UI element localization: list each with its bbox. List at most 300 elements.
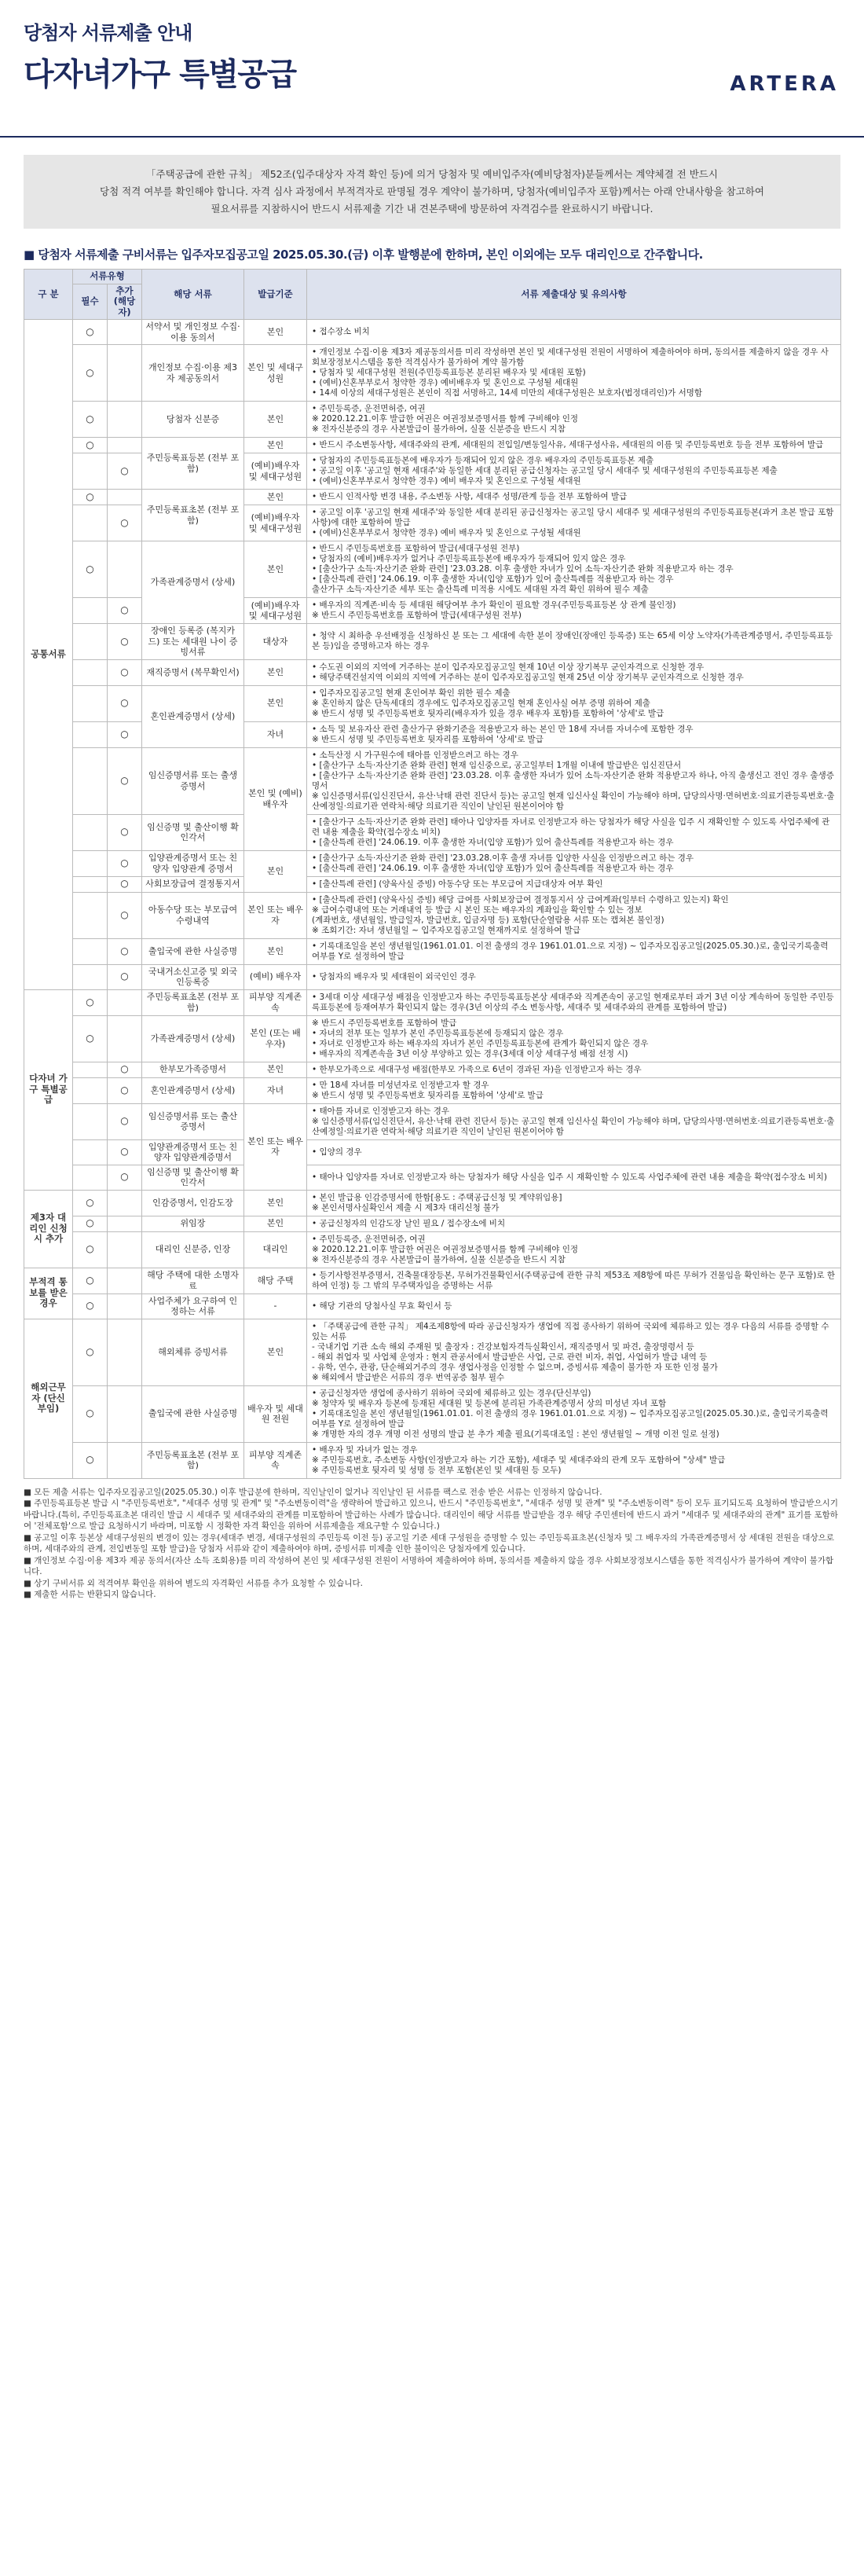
detail-line: • (예비)신혼부부로서 청약한 경우) 예비배우자 및 혼인으로 구성될 세대원	[312, 378, 579, 387]
detail-line: • 공급신청자의 인감도장 날인 필요 / 접수장소에 비치	[312, 1218, 506, 1228]
issuer-cell: 해당 주택	[244, 1268, 307, 1294]
detail-line: • (예비)신혼부부로서 청약한 경우) 예비 배우자 및 혼인으로 구성될 세대원	[312, 476, 581, 486]
detail-line: • 반드시 주민등록번호를 포함하여 발급(세대구성원 전부)	[312, 544, 520, 553]
header-additional: 추가 (해당자)	[108, 284, 142, 320]
detail-line: • (예비)신혼부부로서 청약한 경우) 예비 배우자 및 혼인으로 구성될 세대원	[312, 528, 581, 538]
additional-mark: ○	[108, 814, 142, 850]
document-name: 가족관계증명서 (상세)	[142, 541, 244, 624]
detail-line: • [출산가구 소득·자산기준 완화 관련] 현재 임신중으로, 공고일부터 1개월 이내에 발급받은 임신진단서	[312, 760, 682, 770]
issuer-cell: 본인	[244, 685, 307, 721]
detail-line: • 반드시 인적사항 변경 내용, 주소변동 사항, 세대주 성명/관계 등을 전부 포함하여 발급	[312, 492, 628, 501]
table-row	[24, 1077, 841, 1103]
additional-mark	[108, 989, 142, 1015]
issuer-cell: 본인	[244, 1216, 307, 1231]
document-name: 임신증명 및 출산이행 확인각서	[142, 814, 244, 850]
category-cell: 해외근무자 (단신부임)	[24, 1319, 73, 1478]
detail-cell	[307, 1442, 841, 1478]
detail-cell	[307, 1103, 841, 1139]
required-mark	[73, 1077, 108, 1103]
required-mark	[73, 598, 108, 624]
detail-cell	[307, 624, 841, 660]
detail-line: ※ 2020.12.21.이후 발급한 여권은 여권정보증명서를 함께 구비해야 인정	[312, 414, 579, 424]
required-mark	[73, 850, 108, 876]
detail-line: • 입양의 경우	[312, 1147, 362, 1157]
footnote: ■ 공고일 이후 등본상 세대구성원의 변경이 있는 경우(세대주 변경, 세대구성원의 주민등록 이전 등) 공고일 기준 세대 구성원을 증명할 수 있는 주민등록표초본(신청자 및 그 배우자의 가족관계증명서 상 세대원 전원을 대상으로 하며, 세대주와의 관계, 전입변동일 포함 발급)을 당첨자 서류와 같이 제출하여야 하며, 증빙서류 미제출 인한 불이익은 당첨자에게 있습니다.	[24, 1532, 834, 1554]
detail-cell	[307, 685, 841, 721]
document-name: 장애인 등록증 (복지카드) 또는 세대원 나이 증빙서류	[142, 624, 244, 660]
header-document: 해당 서류	[142, 270, 244, 320]
detail-line: • [출산특례 관련] (양육사실 증빙) 아동수당 또는 부모급여 지급대상자 여부 확인	[312, 879, 603, 889]
document-name: 당첨자 신분증	[142, 402, 244, 438]
header-doc-type: 서류유형	[73, 270, 142, 284]
issuer-cell: 본인	[244, 659, 307, 685]
detail-line: • 입주자모집공고일 현재 혼인여부 확인 위한 필수 제출	[312, 688, 511, 698]
required-mark: ○	[73, 1231, 108, 1268]
detail-cell	[307, 438, 841, 453]
detail-cell	[307, 320, 841, 345]
document-name: 인감증명서, 인감도장	[142, 1190, 244, 1216]
detail-cell	[307, 964, 841, 989]
detail-cell	[307, 1216, 841, 1231]
detail-line: ※ 반드시 성명 및 주민등록번호 뒷자리를 포함하여 '상세'로 발급	[312, 734, 544, 744]
issuer-cell: 본인	[244, 1319, 307, 1385]
detail-cell	[307, 1231, 841, 1268]
detail-line: • 기록대조일을 본인 생년월일(1961.01.01. 이전 출생의 경우 1961.01.01.으로 지정) ~ 입주자모집공고일(2025.05.30.)로, 출입국기록출력 여부를 Y로 설정하여 발급	[312, 1408, 829, 1429]
issuer-cell: (예비)배우자 및 세대구성원	[244, 505, 307, 541]
required-mark: ○	[73, 438, 108, 453]
detail-line: • 배우자의 직계존·비속 등 세대원 해당여부 추가 확인이 필요할 경우(주민등록표등본 상 관계 불인정)	[312, 600, 676, 610]
issuer-cell: 본인	[244, 1062, 307, 1077]
additional-mark	[108, 1385, 142, 1442]
detail-line: • 접수장소 비치	[312, 327, 370, 336]
required-mark: ○	[73, 989, 108, 1015]
table-row	[24, 1216, 841, 1231]
document-name: 임신증명 및 출산이행 확인각서	[142, 1165, 244, 1190]
table-row	[24, 402, 841, 438]
document-name: 주민등록표초본 (전부 포함)	[142, 490, 244, 541]
issuer-cell: 자녀	[244, 1077, 307, 1103]
brand-logo: ARTERA	[730, 72, 839, 96]
page-header	[0, 0, 864, 138]
detail-line: • 수도권 이외의 지역에 거주하는 분이 입주자모집공고일 현재 10년 이상 장기복무 군인자격으로 신청한 경우	[312, 662, 705, 672]
table-row	[24, 438, 841, 453]
additional-mark: ○	[108, 624, 142, 660]
detail-line: • 공급신청자만 생업에 종사하기 위하여 국외에 체류하고 있는 경우(단신부임)	[312, 1388, 591, 1398]
detail-cell	[307, 892, 841, 938]
detail-cell	[307, 814, 841, 850]
table-row	[24, 1385, 841, 1442]
table-row	[24, 320, 841, 345]
detail-line: ※ 해외에서 발급받은 서류의 경우 번역공증 첨부 필수	[312, 1372, 505, 1382]
detail-line: • 공고일 이후 '공고일 현재 세대주'와 동일한 세대 분리된 공급신청자는 공고일 당시 세대주 및 세대구성원의 주민등록표등본(과거 초본 발급 포함사항)에 대한 포함하여 발급	[312, 508, 834, 527]
category-cell: 제3자 대리인 신청 시 추가	[24, 1190, 73, 1268]
required-mark: ○	[73, 1268, 108, 1294]
header-required: 필수	[73, 284, 108, 320]
detail-line: • [출산가구 소득·자산기준 완화 관련] '23.03.28. 이후 출생한 자녀가 있어 소득·자산기준 완화 적용받고자 하나, 아직 출생신고 전인 경우 출생증명서	[312, 770, 834, 791]
additional-mark: ○	[108, 964, 142, 989]
required-mark: ○	[73, 1319, 108, 1385]
required-mark: ○	[73, 1442, 108, 1478]
detail-line: • [출산가구 소득·자산기준 완화 관련] 태아나 입양자를 자녀로 인정받고자 하는 당첨자가 해당 사실을 입주 시 재확인할 수 있도록 사업주체에 관련 내용 제출을 확약(접수장소 비치)	[312, 816, 830, 837]
detail-line: • 자녀로 인정받고자 하는 배우자의 자녀가 본인 주민등록표등본에 관계가 확인되지 않은 경우	[312, 1038, 649, 1048]
required-mark	[73, 1103, 108, 1139]
footnote: ■ 주민등록표등본 발급 시 "주민등록번호", "세대주 성명 및 관계" 및 "주소변동이력"을 생략하여 발급하고 있으니, 반드시 "주민등록번호", "세대주 성명 및 관계" 및 "주소변동이력" 등이 모두 표기되도록 요청하여 발급받으시기 바랍니다.(특히, 주민등록표초본 대리인 발급 시 세대주 및 세대주와의 관계를 미포함하여 발급하는 사례가 많습니다. 대리인이 해당 서류를 발급받을 경우 해당 주민센터에 반드시 과거 "세대주 및 세대주와의 관계" 표기를 포함하여 '전체포함'으로 발급 요청하시기 바라며, 미포함 시 정확한 자격 확인을 위하여 서류제출을 재요구할 수 있습니다.)	[24, 1499, 838, 1531]
document-name: 사회보장급여 결정통지서	[142, 876, 244, 892]
issuer-cell: 대상자	[244, 624, 307, 660]
detail-line: • 14세 이상의 세대구성원은 본인이 직접 서명하고, 14세 미만의 세대구성원은 보호자(법정대리인)가 서명함	[312, 388, 703, 398]
page-subtitle: 당첨자 서류제출 안내	[24, 22, 192, 44]
required-mark: ○	[73, 490, 108, 505]
required-mark	[73, 453, 108, 490]
additional-mark	[108, 402, 142, 438]
footnote: ■ 모든 제출 서류는 입주자모집공고일(2025.05.30.) 이후 발급분에 한하며, 직인날인이 없거나 직인날인 된 서류를 팩스로 전송 받은 서류는 인정하지 않습니다.	[24, 1487, 602, 1497]
issuer-cell: 본인 또는 배우자	[244, 892, 307, 938]
detail-line: ※ 반드시 주민등록번호를 포함하여 발급(세대구성원 전부)	[312, 611, 522, 620]
notice-line: 「주택공급에 관한 규칙」 제52조(입주대상자 자격 확인 등)에 의거 당첨자 및 예비입주자(예비당첨자)분들께서는 계약체결 전 반드시	[146, 168, 718, 180]
detail-line: • 태아를 자녀로 인정받고자 하는 경우	[312, 1106, 450, 1116]
detail-line: • 배우자 및 자녀가 없는 경우	[312, 1444, 418, 1455]
additional-mark: ○	[108, 1139, 142, 1165]
issuer-cell: 본인 및 세대구성원	[244, 345, 307, 402]
detail-line: • 소득산정 시 가구원수에 태아를 인정받으려고 하는 경우	[312, 750, 518, 760]
required-mark: ○	[73, 1294, 108, 1319]
detail-line: ※ 주민등록번호, 주소변동 사항(인정받고자 하는 기간 포함), 세대주 및 세대주와의 관계 모두 포함하여 "상세" 발급	[312, 1455, 726, 1465]
detail-line: • [출산특례 관련] '24.06.19. 이후 출생한 자녀(입양 포함)가 있어 출산특례를 적용받고자 하는 경우	[312, 837, 674, 847]
required-mark	[73, 1139, 108, 1165]
detail-line: ※ 청약자 및 배우자 등본에 등재된 세대원 및 등본에 분리된 가족관계증명서 상의 미성년 자녀 포함	[312, 1398, 667, 1408]
detail-cell	[307, 747, 841, 814]
required-mark	[73, 1165, 108, 1190]
document-name: 재직증명서 (복무확인서)	[142, 659, 244, 685]
detail-line: ※ 혼인하지 않은 단독세대의 경우에도 입주자모집공고일 현재 혼인사실 여부 증명 위하여 제출	[312, 698, 650, 708]
category-cell: 다자녀 가구 특별공급	[24, 989, 73, 1190]
required-mark	[73, 721, 108, 747]
table-row	[24, 1103, 841, 1139]
detail-cell	[307, 938, 841, 964]
detail-line: ※ 조회기간: 자녀 생년월일 ~ 입주자모집공고일 현재까지로 설정하여 발급	[312, 925, 580, 935]
required-mark	[73, 685, 108, 721]
detail-line: • 자녀의 전부 또는 일부가 본인 주민등록표등본에 등재되지 않은 경우	[312, 1028, 564, 1038]
table-row	[24, 1442, 841, 1478]
footnote: ■ 제출한 서류는 반환되지 않습니다.	[24, 1590, 156, 1599]
detail-line: ※ 반드시 성명 및 주민등록번호 뒷자리를 포함하여 '상세'로 발급	[312, 1090, 544, 1100]
required-mark	[73, 938, 108, 964]
additional-mark	[108, 1216, 142, 1231]
document-name: 아동수당 또는 부모급여 수령내역	[142, 892, 244, 938]
header-group: 구 분	[24, 270, 73, 320]
additional-mark: ○	[108, 598, 142, 624]
issuer-cell: 본인	[244, 541, 307, 598]
detail-line: ※ 임신증명서류(임신진단서, 유산·낙태 관련 진단서 등)는 공고일 현재 임신사실 확인이 가능해야 하며, 담당의사명·면허번호·의료기관등록번호·출산예정일·의료기관 연락처·해당 의료기관 직인이 날인된 원본이어야 함	[312, 791, 835, 811]
detail-line: ※ 2020.12.21.이후 발급한 여권은 여권정보증명서를 함께 구비해야 인정	[312, 1244, 579, 1254]
table-row	[24, 1015, 841, 1062]
required-mark: ○	[73, 1216, 108, 1231]
detail-line: ※ 전자신분증의 경우 사본발급이 불가하여, 실물 신분증을 반드시 지참	[312, 1254, 566, 1264]
issuer-cell: 본인	[244, 490, 307, 505]
footnote: ■ 상기 구비서류 외 적격여부 확인을 위하여 별도의 자격확인 서류를 추가 요청할 수 있습니다.	[24, 1578, 363, 1588]
detail-cell	[307, 453, 841, 490]
notice-box	[24, 155, 840, 229]
detail-line: • 만 18세 자녀를 미성년자로 인정받고자 할 경우	[312, 1080, 489, 1090]
detail-line: • 기록대조일을 본인 생년월일(1961.01.01. 이전 출생의 경우 1961.01.01.으로 지정) ~ 입주자모집공고일(2025.05.30.)로, 출입국기록출력 여부를 Y로 설정하여 발급	[312, 941, 829, 961]
additional-mark: ○	[108, 850, 142, 876]
required-mark: ○	[73, 1015, 108, 1062]
detail-line: ※ 주민등록번호 뒷자리 및 성명 등 전부 포함(본인 및 세대원 등 모두)	[312, 1465, 562, 1475]
additional-mark: ○	[108, 721, 142, 747]
issuer-cell: 본인	[244, 1190, 307, 1216]
required-mark: ○	[73, 320, 108, 345]
issuer-cell: (예비) 배우자	[244, 964, 307, 989]
table-row	[24, 747, 841, 814]
detail-cell	[307, 1190, 841, 1216]
detail-line: • 등기사항전부증명서, 건축물대장등본, 무허가건물확인서(주택공급에 관한 규칙 제53조 제8항에 따른 무허가 건물임을 확인하는 문구 포함)로 한하여 인정) 등 그 밖의 무주택자임을 증명하는 서류	[312, 1270, 835, 1290]
document-name: 출입국에 관한 사실증명	[142, 1385, 244, 1442]
required-mark	[73, 505, 108, 541]
document-name: 가족관계증명서 (상세)	[142, 1015, 244, 1062]
required-mark: ○	[73, 541, 108, 598]
detail-line: • [출산가구 소득·자산기준 완화 관련] '23.03.28. 이후 출생한 자녀가 있어 소득·자산기준 완화 적용받고자 하는 경우	[312, 564, 734, 574]
required-mark	[73, 1062, 108, 1077]
table-row	[24, 659, 841, 685]
notice-line: 당첨 적격 여부를 확인해야 합니다. 자격 심사 과정에서 부적격자로 판명될 경우 계약이 불가하며, 당첨자(예비입주자 포함)께서는 아래 안내사항을 참고하여	[100, 185, 764, 197]
table-row	[24, 345, 841, 402]
issuer-cell: 본인 및 (예비)배우자	[244, 747, 307, 850]
table-row	[24, 1165, 841, 1190]
table-row	[24, 938, 841, 964]
detail-line: - 국내기업 기관 소속 해외 주재원 및 출장자 : 건강보험자격득실확인서, 재직증명서 및 파견, 출장명령서 등	[312, 1341, 694, 1352]
detail-line: • 반드시 주소변동사항, 세대주와의 관계, 세대원의 전입일/변동일사유, 세대구성사유, 세대원의 이름 및 주민등록번호 등을 전부 포함하여 발급	[312, 440, 824, 450]
additional-mark: ○	[108, 938, 142, 964]
required-mark	[73, 659, 108, 685]
issuer-cell: 본인 (또는 배우자)	[244, 1015, 307, 1062]
additional-mark: ○	[108, 892, 142, 938]
detail-line: • 태아나 입양자를 자녀로 인정받고자 하는 당첨자가 해당 사실을 입주 시 재확인할 수 있도록 사업주체에 관련 내용 제출을 확약(접수장소 비치)	[312, 1172, 827, 1182]
additional-mark	[108, 1294, 142, 1319]
document-name: 한부모가족증명서	[142, 1062, 244, 1077]
additional-mark: ○	[108, 1165, 142, 1190]
detail-line: • 3세대 이상 세대구성 배점을 인정받고자 하는 주민등록표등본상 세대주와 직계존속이 공고일 현재로부터 과거 3년 이상 계속하여 동일한 주민등록표등본에 등재여부가 확인되지 않는 경우(3년 이상의 주소 변동사항, 세대주 및 세대주와의 관계를 포함하여 발급)	[312, 992, 834, 1012]
document-name: 주민등록표초본 (전부 포함)	[142, 989, 244, 1015]
issuer-cell: 본인	[244, 438, 307, 453]
document-name: 임신증명서류 또는 출산증명서	[142, 1103, 244, 1139]
detail-line: • 한부모가족으로 세대구성 배점(한부모 가족으로 6년이 경과된 자)을 인정받고자 하는 경우	[312, 1064, 642, 1074]
detail-cell	[307, 1165, 841, 1190]
additional-mark: ○	[108, 876, 142, 892]
table-row	[24, 1268, 841, 1294]
additional-mark	[108, 345, 142, 402]
detail-line: 출산가구 소득·자산기준 세부 또는 출산특례 미적용 시에도 세대원 자격 확인 위하여 필수 제출	[312, 585, 649, 594]
detail-line: • 당첨자의 주민등록표등본에 배우자가 등재되어 있지 않은 경우 배우자의 주민등록표등본 제출	[312, 456, 654, 465]
additional-mark: ○	[108, 685, 142, 721]
table-row	[24, 541, 841, 598]
required-mark	[73, 892, 108, 938]
detail-cell	[307, 402, 841, 438]
notice-line: 필요서류를 지참하시어 반드시 서류제출 기간 내 견본주택에 방문하여 자격검수를 완료하시기 바랍니다.	[211, 203, 653, 215]
issuer-cell: 본인 또는 배우자	[244, 1103, 307, 1190]
required-mark: ○	[73, 345, 108, 402]
detail-line: • [출산특례 관련] (양육사실 증빙) 해당 급여를 사회보장급여 결정통지서 상 급여계좌(일부터 수령하고 있는지) 확인	[312, 894, 729, 905]
detail-line: • 해당 기관의 당첨사실 무효 확인서 등	[312, 1301, 452, 1311]
footnotes	[24, 1487, 840, 1601]
page-title: 다자녀가구 특별공급	[24, 57, 296, 93]
issuer-cell: 피부양 직계존속	[244, 1442, 307, 1478]
detail-line: (계좌번호, 생년월일, 발급일자, 발급번호, 입금자명 등) 포함(단순열람용 서류 또는 캡쳐본 불인정)	[312, 915, 664, 925]
detail-line: • 개인정보 수집·이용 제3자 제공동의서를 미리 작성하면 본인 및 세대구성원 전원이 서명하여 제출하여야 하며, 동의서를 제출하지 않을 경우 사회보장정보시스템을 통한 적격심사가 불가하여 계약 불가함	[312, 347, 829, 367]
document-name: 해당 주택에 대한 소명자료	[142, 1268, 244, 1294]
additional-mark: ○	[108, 453, 142, 490]
detail-line: • 당첨자 및 세대구성원 전원(주민등록표등본 분리된 배우자 및 세대원 포함)	[312, 368, 586, 377]
document-name: 개인정보 수집·이용 제3자 제공동의서	[142, 345, 244, 402]
additional-mark	[108, 1190, 142, 1216]
additional-mark	[108, 1231, 142, 1268]
additional-mark: ○	[108, 659, 142, 685]
issuer-cell: 본인	[244, 320, 307, 345]
document-name: 입양관계증명서 또는 친양자 입양관계 증명서	[142, 850, 244, 876]
additional-mark: ○	[108, 505, 142, 541]
detail-line: • [출산가구 소득·자산기준 완화 관련] '23.03.28.이후 출생 자녀를 입양한 사실을 인정받으려고 하는 경우	[312, 853, 694, 863]
table-row	[24, 814, 841, 850]
detail-line: • 당첨자의 (예비)배우자가 없거나 주민등록표등본에 배우자가 등재되어 있지 않은 경우	[312, 554, 626, 563]
document-name: 혼인관계증명서 (상세)	[142, 1077, 244, 1103]
detail-line: ※ 반드시 성명 및 주민등록번호 뒷자리(배우자가 있을 경우 배우자 포함)를 포함하여 '상세'로 발급	[312, 708, 664, 718]
document-name: 출입국에 관한 사실증명	[142, 938, 244, 964]
issuer-cell: -	[244, 1294, 307, 1319]
document-name: 사업주체가 요구하여 인정하는 서류	[142, 1294, 244, 1319]
issuer-cell: (예비)배우자 및 세대구성원	[244, 453, 307, 490]
additional-mark	[108, 1442, 142, 1478]
detail-line: ※ 전자신분증의 경우 사본발급이 불가하여, 실물 신분증을 반드시 지참	[312, 424, 566, 434]
detail-cell	[307, 598, 841, 624]
detail-line: ※ 반드시 주민등록번호를 포함하여 발급	[312, 1018, 457, 1028]
issuer-cell: 본인	[244, 850, 307, 892]
documents-table	[24, 269, 841, 1479]
detail-line: • 배우자의 직계존속을 3년 이상 부양하고 있는 경우(3세대 이상 세대구성 배점 선정 시)	[312, 1048, 628, 1059]
issuer-cell: 배우자 및 세대원 전원	[244, 1385, 307, 1442]
table-row	[24, 850, 841, 876]
detail-line: - 유학, 연수, 관광, 단순해외거주의 경우 생업사정을 인정할 수 없으며, 증빙서류 제출이 불가한 자 또한 인정 불가	[312, 1362, 718, 1372]
required-mark: ○	[73, 1385, 108, 1442]
document-name: 해외체류 증빙서류	[142, 1319, 244, 1385]
required-mark	[73, 624, 108, 660]
table-row	[24, 624, 841, 660]
detail-cell	[307, 1062, 841, 1077]
detail-line: ※ 개명한 자의 경우 개명 이전 성명의 발급 분 추가 제출 필요(기록대조일 : 본인 생년월일 ~ 개명 이전 일로 설정)	[312, 1429, 719, 1439]
detail-line: • 공고일 이후 '공고일 현재 세대주'와 동일한 세대 분리된 공급신청자는 공고일 당시 세대주 및 세대구성원의 주민등록표등본 제출	[312, 466, 778, 475]
detail-line: • [출산특례 관련] '24.06.19. 이후 출생한 자녀(입양 포함)가 있어 출산특례를 적용받고자 하는 경우	[312, 863, 674, 873]
additional-mark: ○	[108, 1103, 142, 1139]
document-name: 주민등록표초본 (전부 포함)	[142, 1442, 244, 1478]
detail-line: • 본인 발급용 인감증명서에 한함[용도 : 주택공급신청 및 계약위임용]	[312, 1192, 562, 1202]
additional-mark	[108, 1319, 142, 1385]
issuer-cell: 본인	[244, 938, 307, 964]
required-mark	[73, 747, 108, 814]
table-row	[24, 892, 841, 938]
detail-line: • 청약 시 최하층 우선배정을 신청하신 분 또는 그 세대에 속한 분이 장애인(장애인 등록증) 또는 65세 이상 노약자(가족관계증명서, 주민등록표등본 등)임을 증명하고자 하는 경우	[312, 631, 833, 651]
detail-cell	[307, 1319, 841, 1385]
detail-cell	[307, 876, 841, 892]
required-mark	[73, 964, 108, 989]
required-mark: ○	[73, 402, 108, 438]
document-name: 혼인관계증명서 (상세)	[142, 685, 244, 747]
header-issuer: 발급기준	[244, 270, 307, 320]
issuer-cell: 대리인	[244, 1231, 307, 1268]
required-mark	[73, 876, 108, 892]
detail-line: • 「주택공급에 관한 규칙」 제4조제8항에 따라 공급신청자가 생업에 직접 종사하기 위하여 국외에 체류하고 있는 경우 다음의 서류를 증명할 수 있는 서류	[312, 1321, 829, 1341]
issuer-cell: 본인	[244, 402, 307, 438]
table-row	[24, 685, 841, 721]
document-name: 주민등록표등본 (전부 포함)	[142, 438, 244, 490]
detail-cell	[307, 490, 841, 505]
additional-mark	[108, 541, 142, 598]
table-row	[24, 876, 841, 892]
issuer-cell: 자녀	[244, 721, 307, 747]
document-name: 입양관계증명서 또는 친양자 입양관계증명서	[142, 1139, 244, 1165]
footnote: ■ 개인정보 수집·이용 제3자 제공 동의서(자산 소득 조회용)를 미리 작성하여 본인 및 세대구성원 전원이 서명하여 제출하여야 하며, 동의서를 제출하지 않을 경우 사회보장정보시스템을 통한 적격심사가 불가하여 계약이 불가합니다.	[24, 1555, 834, 1576]
additional-mark: ○	[108, 747, 142, 814]
detail-cell	[307, 1139, 841, 1165]
header-detail: 서류 제출대상 및 유의사항	[307, 270, 841, 320]
detail-cell	[307, 1385, 841, 1442]
table-row	[24, 964, 841, 989]
required-mark	[73, 814, 108, 850]
detail-cell	[307, 721, 841, 747]
table-row	[24, 1294, 841, 1319]
issuer-cell: 피부양 직계존속	[244, 989, 307, 1015]
detail-cell	[307, 989, 841, 1015]
table-row	[24, 989, 841, 1015]
required-mark: ○	[73, 1190, 108, 1216]
detail-line: • [출산특례 관련] '24.06.19. 이후 출생한 자녀(입양 포함)가 있어 출산특례를 적용받고자 하는 경우	[312, 574, 674, 584]
additional-mark: ○	[108, 1062, 142, 1077]
table-row	[24, 1231, 841, 1268]
detail-line: ※ 임신증명서류(임신진단서, 유산·낙태 관련 진단서 등)는 공고일 현재 임신사실 확인이 가능해야 하며, 담당의사명·면허번호·의료기관등록번호·출산예정일·의료기관 연락처·해당 의료기관 직인이 날인된 원본이어야 함	[312, 1116, 835, 1136]
document-name: 국내거소신고증 및 외국인등록증	[142, 964, 244, 989]
table-row	[24, 1062, 841, 1077]
category-cell: 부적격 통보를 받은 경우	[24, 1268, 73, 1319]
detail-cell	[307, 541, 841, 598]
additional-mark	[108, 1268, 142, 1294]
document-name: 위임장	[142, 1216, 244, 1231]
table-row	[24, 490, 841, 505]
detail-cell	[307, 505, 841, 541]
detail-line: - 해외 취업자 및 사업체 운영자 : 현지 관공서에서 발급받은 사업, 근로 관련 비자, 취업, 사업허가 발급 내역 등	[312, 1352, 708, 1362]
document-name: 임신증명서류 또는 출생증명서	[142, 747, 244, 814]
document-name: 대리인 신분증, 인장	[142, 1231, 244, 1268]
detail-line: • 주민등록증, 운전면허증, 여권	[312, 404, 426, 413]
additional-mark	[108, 1015, 142, 1062]
detail-cell	[307, 1268, 841, 1294]
additional-mark	[108, 438, 142, 453]
section-heading: ■ 당첨자 서류제출 구비서류는 입주자모집공고일 2025.05.30.(금) 이후 발행분에 한하며, 본인 이외에는 모두 대리인으로 간주합니다.	[24, 248, 703, 262]
document-name: 서약서 및 개인정보 수집·이용 동의서	[142, 320, 244, 345]
detail-line: • 소득 및 보유자산 관련 출산가구 완화기준을 적용받고자 하는 본인 만 18세 자녀를 자녀수에 포함한 경우	[312, 724, 694, 734]
detail-line: • 해당주택건설지역 이외의 지역에 거주하는 분이 입주자모집공고일 현재 25년 이상 장기복무 군인자격으로 신청한 경우	[312, 672, 744, 682]
detail-line: • 당첨자의 배우자 및 세대원이 외국인인 경우	[312, 971, 476, 982]
detail-cell	[307, 345, 841, 402]
detail-line: ※ 본인서명사실확인서 제출 시 제3자 대리신청 불가	[312, 1202, 500, 1213]
additional-mark	[108, 320, 142, 345]
table-row	[24, 1190, 841, 1216]
detail-line: • 주민등록증, 운전면허증, 여권	[312, 1234, 426, 1244]
additional-mark	[108, 490, 142, 505]
detail-cell	[307, 1077, 841, 1103]
additional-mark: ○	[108, 1077, 142, 1103]
detail-cell	[307, 1294, 841, 1319]
detail-cell	[307, 1015, 841, 1062]
table-row	[24, 1139, 841, 1165]
detail-cell	[307, 659, 841, 685]
detail-cell	[307, 850, 841, 876]
